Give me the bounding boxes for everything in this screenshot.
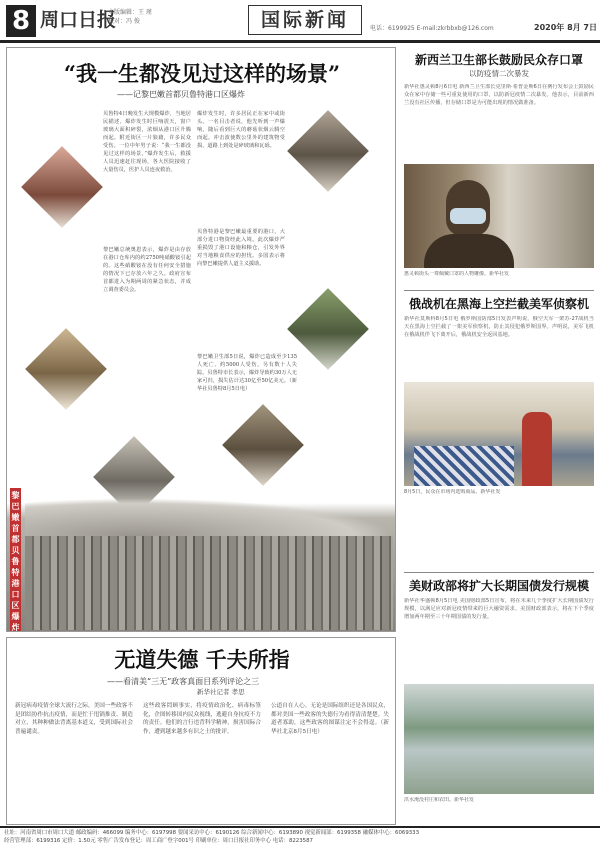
right-divider-1 (404, 290, 594, 291)
masthead (0, 0, 600, 44)
story2-body: 新华社莫斯科8月5日电 俄罗斯国防部5日发表声明说，俄空天军一架苏-27战机当天在黑海上空拦截了一架美军侦察机，防止其侵犯俄罗斯国界。声明说，美军飞机在俄战机伴飞下离开后，俄战机安全返回基地。 (404, 316, 594, 338)
lead-title: “我一生都没见过这样的场景” (63, 61, 341, 86)
email-line: E-mail:zkrbbxb@126.com (416, 25, 494, 32)
story1-subtitle: 以防疫情二次暴发 (469, 69, 529, 78)
story2-caption: 8月5日，民众在市场内选购商品。新华社发 (404, 489, 501, 495)
story3-body: 新华社华盛顿8月5日电 美国财政部5日宣布，将在未来几个季度扩大长期国债发行规模，以满足应对新冠疫情带来的巨大融资需求。美国财政部表示，将在下个季度增加两年期至三十年期国债的发行量。 (404, 598, 594, 620)
lead-side-caption: 黎巴嫩首都贝鲁特港口区爆炸 (10, 488, 21, 632)
phone-line: 电话：6199925 (370, 25, 415, 32)
footer-line-2: 经营管理部：6199316 定价：1.50元 零售广告发布登记：周工商广登字001号 印刷单位：周口日报社印务中心 电话：8223587 (4, 838, 313, 844)
photo-damaged-building (22, 325, 110, 413)
commentary-column-2: 这些政客罔顾事实，将疫情政治化、病毒标签化，企图转移国内民众视线，逃避自身抗疫不力的责任。他们的言行违背科学精神，损害国际合作，遭到越来越多有识之士的批评。 (143, 703, 261, 735)
commentary-column-1: 新冠病毒疫情全球大流行之际，美国一些政客不是团结协作抗击疫情，而是忙于甩锅推责、制造对立，其种种做法背离基本道义，受到国际社会普遍谴责。 (15, 703, 133, 735)
photo-street-debris (284, 107, 372, 195)
story3-caption: 洪水淹没村庄和农田。新华社发 (404, 797, 475, 803)
photo-market (404, 382, 594, 486)
commentary-byline: 新华社记者 孝思 (197, 688, 245, 696)
photo-rescuers (284, 285, 372, 373)
lead-column-3: 爆炸发生时，许多居民正在家中或街头。一名目击者说，他先听到一声爆响，随后看到巨大的蘑菇状烟云腾空而起。冲击波使数公里外的建筑物受损，道路上到处是碎玻璃和瓦砾。 (197, 111, 285, 149)
statue-shoulders-shape (424, 234, 514, 268)
story3-title: 美财政部将扩大长期国债发行规模 (408, 579, 589, 593)
footer-line-1: 社址：河南省周口市周口大道 邮政编码：466099 编务中心：6197998 要闻采访中心：6190126 综合新闻中心：6193890 视觉新闻部：6199358 融媒体中心：6069333 (4, 830, 420, 836)
photo-flood (404, 684, 594, 794)
commentary-title: 无道失德 千夫所指 (114, 647, 290, 672)
section-title: 国际新闻 (248, 5, 362, 35)
story1-caption: 惠灵顿街头一尊佩戴口罩的人物雕像。新华社发 (404, 271, 510, 277)
footer-rule (0, 826, 600, 828)
commentary-article (6, 637, 396, 825)
lead-column-4: 贝鲁特港是黎巴嫩最重要的港口，大部分进口物资经此入境。此次爆炸严重损毁了港口设施和粮仓，引发外界对当地粮食供应的担忧。多国表示将向黎巴嫩提供人道主义援助。 (197, 229, 285, 267)
goods-table-shape (414, 446, 514, 486)
paper-name: 周口日报 (40, 9, 117, 31)
photo-masked-statue (404, 164, 594, 268)
footer (4, 829, 596, 845)
masthead-rule (0, 40, 600, 43)
lead-subtitle: ——记黎巴嫩首都贝鲁特港口区爆炸 (117, 90, 245, 99)
page-number: 8 (6, 5, 36, 37)
lead-feature (6, 47, 396, 632)
story1-title: 新西兰卫生部长鼓励民众存口罩 (414, 53, 583, 67)
issue-date: 2020年 8月 7日 (534, 23, 597, 32)
contact-info (370, 24, 510, 33)
editor-line: 本版编辑：王 瑾 (108, 9, 152, 16)
story2-title: 俄战机在黑海上空拦截美军侦察机 (408, 297, 589, 311)
photo-port-aftermath (25, 536, 393, 630)
proof-line: 校对：冯 俊 (108, 18, 140, 25)
photo-injured-child (18, 143, 106, 231)
right-divider-2 (404, 572, 594, 573)
lead-column-2: 黎巴嫩总统奥恩表示，爆炸是由存放在港口仓库内的约2750吨硝酸铵引起的。这些硝酸铵在没有任何安全措施的情况下已存放六年之久。政府宣布首都进入为期两周的紧急状态，并成立调查委员会。 (103, 247, 191, 293)
lead-column-5: 黎巴嫩卫生部5日说，爆炸已造成至少135人死亡、约5000人受伤，另有数十人失踪。贝鲁特市长表示，爆炸导致约30万人无家可归，损失估计达30亿至50亿美元。（新华社贝鲁特8月5日电） (197, 354, 297, 392)
commentary-column-3: 公道自在人心。无论是国际组织还是各国民众，都对美国一些政客的失德行为看得清清楚楚。失道者寡助，这些政客的图谋注定不会得逞。（新华社北京8月5日电） (271, 703, 389, 735)
editor-info (108, 8, 238, 26)
mask-shape (450, 208, 486, 224)
lead-column-1: 贝鲁特4日晚发生大规模爆炸，当地居民描述，爆炸发生时巨响震天，窗户玻璃大面积碎裂，浓烟从港口区升腾而起。附近街区一片狼藉，许多民众受伤。一位中年男子说：“我一生都没见过这样的场景。”爆炸发生后，救援人员迅速赶往现场，各大医院接收了大量伤员，医护人员连夜救治。 (103, 111, 191, 173)
story1-body: 新华社惠灵顿8月6日电 新西兰卫生部长克里斯·希普金斯6日在例行发布会上鼓励民众在家中存储一些可重复使用的口罩，以防新冠疫情二次暴发。他表示，目前新西兰没有社区传播，但存储口罩是为可能出现的情况做准备。 (404, 84, 594, 106)
vendor-figure-shape (522, 412, 552, 486)
commentary-subtitle: ——看清美“三无”政客真面目系列评论之三 (107, 677, 260, 686)
